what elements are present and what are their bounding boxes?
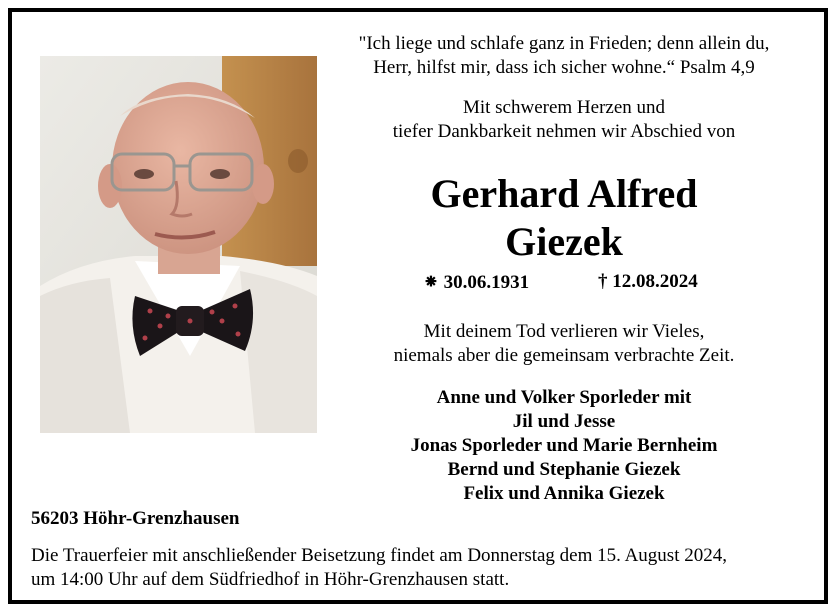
verse-line-2: niemals aber die gemeinsam verbrachte Zeit. [393, 345, 735, 366]
name-line-1: Gerhard Alfred [430, 171, 698, 216]
service-line-2: um 14:00 Uhr auf dem Südfriedhof in Höhr-Grenzhausen statt. [31, 569, 510, 590]
portrait-image [40, 56, 317, 433]
birth-date: ⁕ 30.06.1931 [423, 272, 530, 293]
obituary-notice [8, 8, 828, 604]
farewell-intro [328, 96, 800, 144]
intro-line-1: Mit schwerem Herzen und [462, 97, 666, 118]
quote-line-2: Herr, hilfst mir, dass ich sicher wohne.“ Psalm 4,9 [373, 57, 755, 78]
name-line-2: Giezek [505, 219, 623, 264]
intro-line-2: tiefer Dankbarkeit nehmen wir Abschied von [392, 121, 736, 142]
mourners-list [328, 386, 800, 506]
deceased-name [328, 170, 800, 266]
memorial-verse [328, 320, 800, 368]
quote-line-1: "Ich liege und schlafe ganz in Frieden; denn allein du, [358, 33, 770, 54]
funeral-service-info [31, 544, 811, 592]
service-line-1: Die Trauerfeier mit anschließender Beisetzung findet am Donnerstag dem 15. August 2024, [31, 545, 727, 566]
mourner-line: Anne und Volker Sporleder mit [436, 387, 692, 408]
mourner-line: Jil und Jesse [512, 411, 616, 432]
mourner-line: Bernd und Stephanie Giezek [447, 459, 681, 480]
mourner-line: Jonas Sporleder und Marie Bernheim [410, 435, 718, 456]
verse-line-1: Mit deinem Tod verlieren wir Vieles, [423, 321, 705, 342]
death-date: † 12.08.2024 [598, 271, 698, 292]
psalm-quote [328, 32, 800, 80]
portrait-photo [40, 56, 317, 433]
mourner-line: Felix und Annika Giezek [463, 483, 665, 504]
location-postal: 56203 Höhr-Grenzhausen [31, 508, 240, 529]
life-dates [328, 271, 800, 295]
